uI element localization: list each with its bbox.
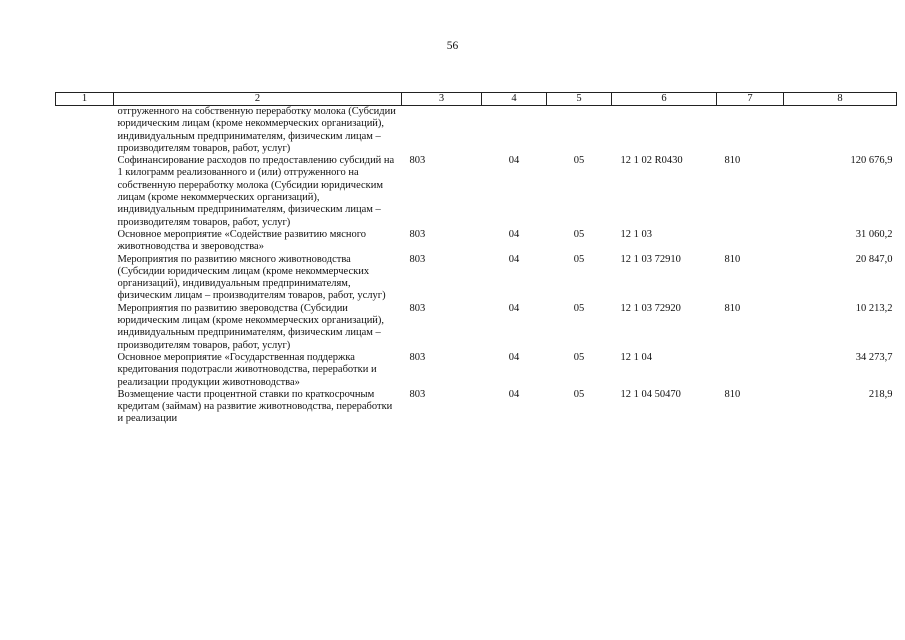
table-row: [56, 303, 897, 352]
cell-section: [482, 106, 547, 156]
cell-section: 04: [508, 388, 520, 400]
cell-section: 04: [508, 351, 520, 363]
cell-amount: 10 213,2: [855, 302, 893, 314]
cell-amount: 20 847,0: [855, 253, 893, 265]
cell-ministry: [402, 106, 482, 156]
cell-target: 12 1 03: [620, 228, 652, 240]
cell-description: Основное мероприятие «Содействие развитию мясного животноводства и звероводства»: [117, 228, 367, 253]
cell-target: 12 1 04: [620, 351, 652, 363]
cell-expense-type: [717, 352, 784, 389]
page-number: 56: [446, 40, 459, 52]
cell-name: [56, 155, 114, 229]
cell-name: [56, 229, 114, 254]
column-header-7: 7: [717, 93, 784, 106]
table-row: [56, 254, 897, 303]
table-body: [56, 106, 897, 426]
cell-section: 04: [508, 155, 520, 167]
cell-section: 04: [508, 253, 520, 265]
cell-subsection: 05: [573, 351, 585, 363]
table-row: [56, 352, 897, 389]
cell-description: Мероприятия по развитию звероводства (Субсидии юридическим лицам (кроме некоммерческих организаций), индивидуальным предпринимателям, физическим лицам – производителям товаров, работ, услуг): [117, 302, 385, 351]
cell-subsection: 05: [573, 388, 585, 400]
cell-target: 12 1 03 72920: [620, 302, 681, 314]
cell-amount: 218,9: [868, 388, 893, 400]
column-header-5: 5: [547, 93, 612, 106]
cell-expense-type: 810: [724, 302, 741, 314]
cell-expense-type: [717, 229, 784, 254]
cell-description: Софинансирование расходов по предоставлению субсидий на 1 килограмм реализованного и (или) отгруженного на собственную переработку молока (Субсидии юридическим лицам (кроме некоммерческих организаций), индивидуальным предпринимателям, физическим лицам – производителям товаров, работ, услуг): [117, 155, 395, 228]
cell-expense-type: 810: [724, 388, 741, 400]
cell-amount: 34 273,7: [855, 351, 893, 363]
cell-target: [612, 106, 717, 156]
cell-target: 12 1 02 R0430: [620, 155, 683, 167]
cell-amount: [784, 106, 897, 156]
cell-amount: 120 676,9: [850, 155, 893, 167]
cell-name: [56, 254, 114, 303]
cell-ministry: 803: [409, 253, 426, 265]
cell-subsection: 05: [573, 253, 585, 265]
budget-table: [55, 92, 897, 426]
cell-target: 12 1 03 72910: [620, 253, 681, 265]
cell-ministry: 803: [409, 228, 426, 240]
cell-description: Мероприятия по развитию мясного животноводства (Субсидии юридическим лицам (кроме некоммерческих организаций), индивидуальным предпринимателям, физическим лицам – производителям товаров, работ, услуг): [117, 253, 386, 302]
cell-expense-type: 810: [724, 253, 741, 265]
column-header-1: 1: [56, 93, 114, 106]
cell-expense-type: 810: [724, 155, 741, 167]
cell-name: [56, 303, 114, 352]
cell-description: Основное мероприятие «Государственная поддержка кредитования подотрасли животноводства, переработки и реализации продукции животноводства»: [117, 351, 377, 388]
cell-subsection: 05: [573, 302, 585, 314]
cell-amount: 31 060,2: [855, 228, 893, 240]
table-row: [56, 155, 897, 229]
cell-expense-type: [717, 106, 784, 156]
cell-subsection: 05: [573, 155, 585, 167]
cell-name: [56, 106, 114, 156]
column-header-2: 2: [114, 93, 402, 106]
cell-ministry: 803: [409, 388, 426, 400]
cell-ministry: 803: [409, 302, 426, 314]
column-header-4: 4: [482, 93, 547, 106]
column-header-3: 3: [402, 93, 482, 106]
cell-name: [56, 389, 114, 426]
cell-target: 12 1 04 50470: [620, 388, 681, 400]
column-header-6: 6: [612, 93, 717, 106]
cell-subsection: 05: [573, 228, 585, 240]
table-row: [56, 106, 897, 156]
cell-name: [56, 352, 114, 389]
cell-section: 04: [508, 228, 520, 240]
table-row: [56, 389, 897, 426]
column-number-row: [56, 93, 897, 106]
column-header-8: 8: [784, 93, 897, 106]
cell-ministry: 803: [409, 351, 426, 363]
cell-description: отгруженного на собственную переработку молока (Субсидии юридическим лицам (кроме некоммерческих организаций), индивидуальным предпринимателям, физическим лицам – производителям товаров, работ, услуг): [117, 106, 396, 154]
cell-subsection: [547, 106, 612, 156]
cell-description: Возмещение части процентной ставки по краткосрочным кредитам (займам) на развитие животноводства, переработки и реализации: [117, 388, 393, 425]
cell-ministry: 803: [409, 155, 426, 167]
cell-section: 04: [508, 302, 520, 314]
table-row: [56, 229, 897, 254]
